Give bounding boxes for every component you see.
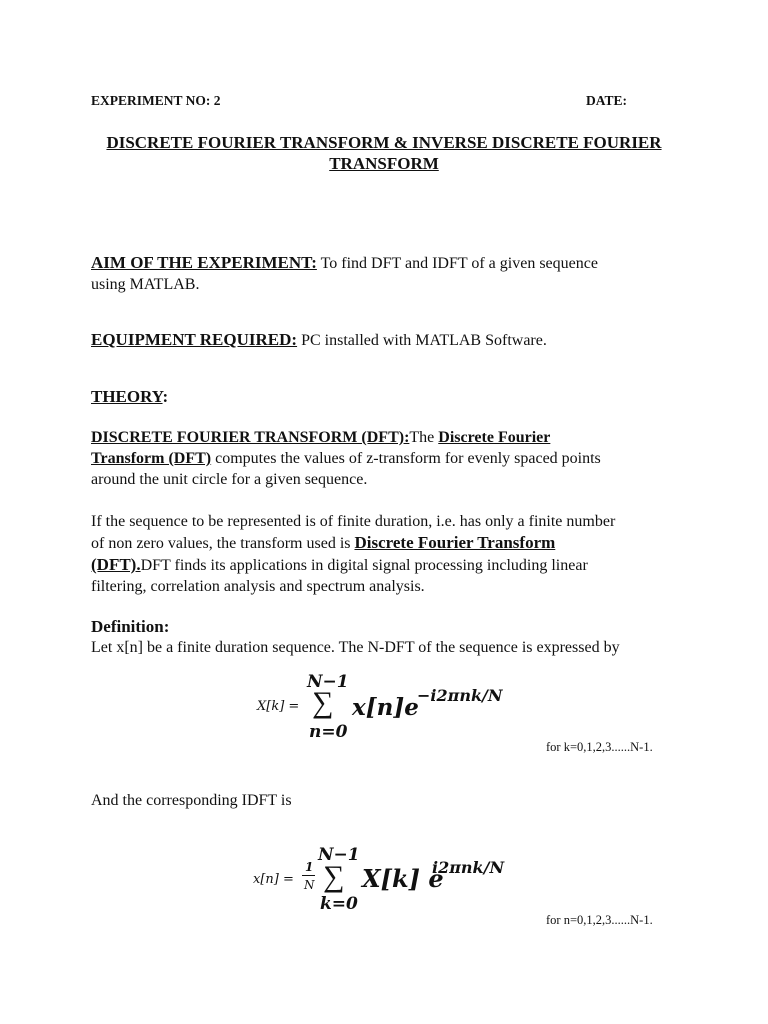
dft-summation-symbol: ∑ [312,686,334,719]
dft-term: x[n]e [352,694,419,721]
paragraph-term-1: Discrete Fourier Transform [354,533,556,552]
aim-text-1: To find DFT and IDFT of a given sequence [316,255,598,272]
idft-condition: for n=0,1,2,3......N-1. [546,913,653,927]
paragraph-line-3: DFT finds its applications in digital signal processing including linear [140,557,588,574]
theory-heading [91,386,168,408]
paragraph-finite-duration [91,511,711,597]
equipment-label: EQUIPMENT REQUIRED: [91,330,298,349]
dft-condition: for k=0,1,2,3......N-1. [546,740,653,754]
paragraph-line-4: filtering, correlation analysis and spectrum analysis. [91,578,425,595]
idft-fraction-denominator: N [304,878,315,892]
dft-lhs: X[k] = [257,699,300,714]
dft-section-text-2: around the unit circle for a given sequence. [91,471,368,488]
definition-label: Definition: [91,617,170,636]
idft-lhs: x[n] = [253,872,294,887]
dft-term-part-2: Transform (DFT) [91,450,212,467]
dft-equation [0,670,768,750]
document-title [60,132,708,174]
date-label: DATE: [586,93,628,108]
idft-exponent: i2πnk/N [432,858,505,877]
title-line-1: DISCRETE FOURIER TRANSFORM & INVERSE DISCRETE FOURIER [106,133,662,152]
theory-colon: : [162,387,169,406]
paragraph-term-2: (DFT). [91,555,141,574]
idft-fraction-numerator: 1 [305,860,314,874]
idft-lower-limit: k=0 [320,894,358,914]
idft-intro: And the corresponding IDFT is [91,792,292,809]
idft-equation [0,840,768,920]
paragraph-line-2: of non zero values, the transform used is [91,535,355,552]
dft-exponent: −i2πnk/N [417,686,503,705]
idft-term: X[k] e [362,864,444,893]
dft-section-the: The [409,429,439,446]
paragraph-line-1: If the sequence to be represented is of finite duration, i.e. has only a finite number [91,513,616,530]
experiment-number: EXPERIMENT NO: 2 [91,93,221,108]
aim-text-2: using MATLAB. [91,276,200,293]
aim-section [91,252,691,295]
theory-label: THEORY [91,387,163,406]
dft-section-label: DISCRETE FOURIER TRANSFORM (DFT): [91,429,410,446]
idft-upper-limit: N−1 [318,845,360,865]
dft-term-part-1: Discrete Fourier [438,429,551,446]
dft-section-text-1: computes the values of z-transform for evenly spaced points [211,450,601,467]
aim-label: AIM OF THE EXPERIMENT: [91,253,317,272]
equipment-section [91,329,691,351]
equipment-text: PC installed with MATLAB Software. [297,332,547,349]
dft-section [91,427,691,490]
definition-section [91,616,711,658]
dft-upper-limit: N−1 [307,672,349,692]
idft-summation-symbol: ∑ [323,860,345,893]
title-line-2: TRANSFORM [329,154,439,173]
definition-text: Let x[n] be a finite duration sequence. The N-DFT of the sequence is expressed by [91,639,620,656]
dft-lower-limit: n=0 [309,722,348,742]
idft-fraction-bar [302,875,315,876]
